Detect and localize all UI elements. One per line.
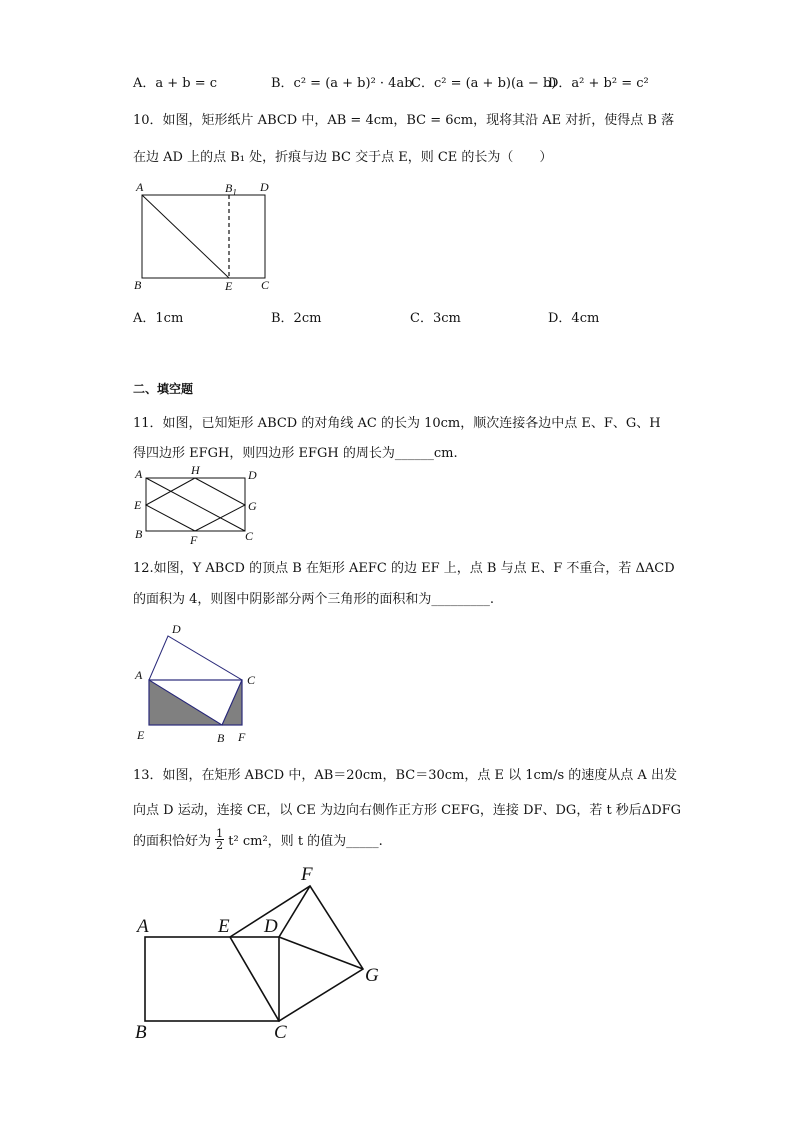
q11-rectangle bbox=[146, 478, 245, 531]
q13-label-c: C bbox=[274, 1022, 287, 1043]
q12-label-a: A bbox=[135, 668, 143, 682]
q10-option-a: A．1cm bbox=[133, 311, 184, 326]
q13-fraction: $\frac{1}{2}$ bbox=[216, 827, 224, 852]
q12-label-d: D bbox=[172, 622, 181, 636]
q13-text-line1: 13．如图，在矩形 ABCD 中，AB＝20cm，BC＝30cm，点 E 以 1cm/s 的速度从点 A 出发 bbox=[133, 768, 677, 783]
q9-option-d: D．a² + b² = c² bbox=[548, 76, 649, 91]
q11-label-d: D bbox=[248, 468, 257, 482]
section-title: 二、填空题 bbox=[133, 382, 194, 396]
q12-parallelogram bbox=[149, 636, 242, 725]
q13-label-d: D bbox=[264, 916, 278, 937]
q13-label-b: B bbox=[135, 1022, 147, 1043]
q12-shaded-triangle-left bbox=[149, 680, 222, 725]
q10-label-c: C bbox=[261, 278, 270, 292]
q13-label-a: A bbox=[137, 916, 149, 937]
q13-text-line2: 向点 D 运动，连接 CE，以 CE 为边向右侧作正方形 CEFG，连接 DF、DG，若 t 秒后ΔDFG bbox=[133, 803, 682, 818]
q13-label-g: G bbox=[365, 965, 379, 986]
q11-diagonal-ac bbox=[146, 478, 245, 531]
q10-label-a: A bbox=[136, 180, 144, 194]
q13-line-dg bbox=[279, 937, 363, 969]
q12-shaded-triangle-right bbox=[222, 680, 242, 725]
q10-text-line1: 10．如图，矩形纸片 ABCD 中，AB = 4cm，BC = 6cm，现将其沿 AE 对折，使得点 B 落 bbox=[133, 113, 675, 128]
q11-label-h: H bbox=[191, 463, 200, 477]
q11-label-f: F bbox=[190, 533, 198, 547]
q12-label-c: C bbox=[247, 673, 256, 687]
q11-label-b: B bbox=[135, 527, 143, 541]
q13-rectangle-abcd bbox=[145, 937, 279, 1021]
q13-label-f: F bbox=[301, 864, 313, 885]
q12-text-line1: 12.如图，Y ABCD 的顶点 B 在矩形 AEFC 的边 EF 上，点 B 与点 E、F 不重合，若 ΔACD bbox=[133, 561, 675, 576]
q12-rectangle-aefc bbox=[149, 680, 242, 725]
q10-label-b: B bbox=[134, 278, 142, 292]
q11-label-g: G bbox=[248, 499, 257, 513]
q12-label-e: E bbox=[137, 728, 145, 742]
q9-option-c: C．c² = (a + b)(a − b) bbox=[411, 76, 557, 91]
q10-fold-line-ae bbox=[142, 195, 229, 278]
q10-label-e: E bbox=[225, 279, 233, 293]
q10-option-b: B．2cm bbox=[271, 311, 322, 326]
q11-quad-efgh bbox=[146, 478, 245, 531]
q13-label-e: E bbox=[218, 916, 230, 937]
q13-text-line3: 的面积恰好为 $\frac{1}{2}$ t² cm²，则 t 的值为_____. bbox=[133, 827, 383, 852]
q9-option-b: B．c² = (a + b)² · 4ab bbox=[271, 76, 413, 91]
q11-text-line1: 11．如图，已知矩形 ABCD 的对角线 AC 的长为 10cm，顺次连接各边中点 E、F、G、H bbox=[133, 416, 661, 431]
q11-label-c: C bbox=[245, 529, 254, 543]
q11-text-line2: 得四边形 EFGH，则四边形 EFGH 的周长为______cm. bbox=[133, 446, 458, 461]
q11-label-a: A bbox=[135, 467, 143, 481]
q12-text-line2: 的面积为 4，则图中阴影部分两个三角形的面积和为_________. bbox=[133, 592, 495, 607]
q10-option-c: C．3cm bbox=[410, 311, 461, 326]
q10-label-d: D bbox=[260, 180, 269, 194]
q10-option-d: D．4cm bbox=[548, 311, 600, 326]
q10-label-b1: $B_1$ bbox=[225, 181, 237, 198]
q13-square-cefg bbox=[230, 886, 363, 1021]
q12-label-f: F bbox=[238, 730, 246, 744]
q10-rectangle bbox=[142, 195, 265, 278]
q11-label-e: E bbox=[134, 498, 142, 512]
q12-label-b: B bbox=[217, 731, 225, 745]
q9-option-a: A．a + b = c bbox=[133, 76, 218, 91]
q10-text-line2: 在边 AD 上的点 B₁ 处，折痕与边 BC 交于点 E，则 CE 的长为（ ） bbox=[133, 150, 553, 165]
q13-line-df bbox=[279, 886, 310, 937]
